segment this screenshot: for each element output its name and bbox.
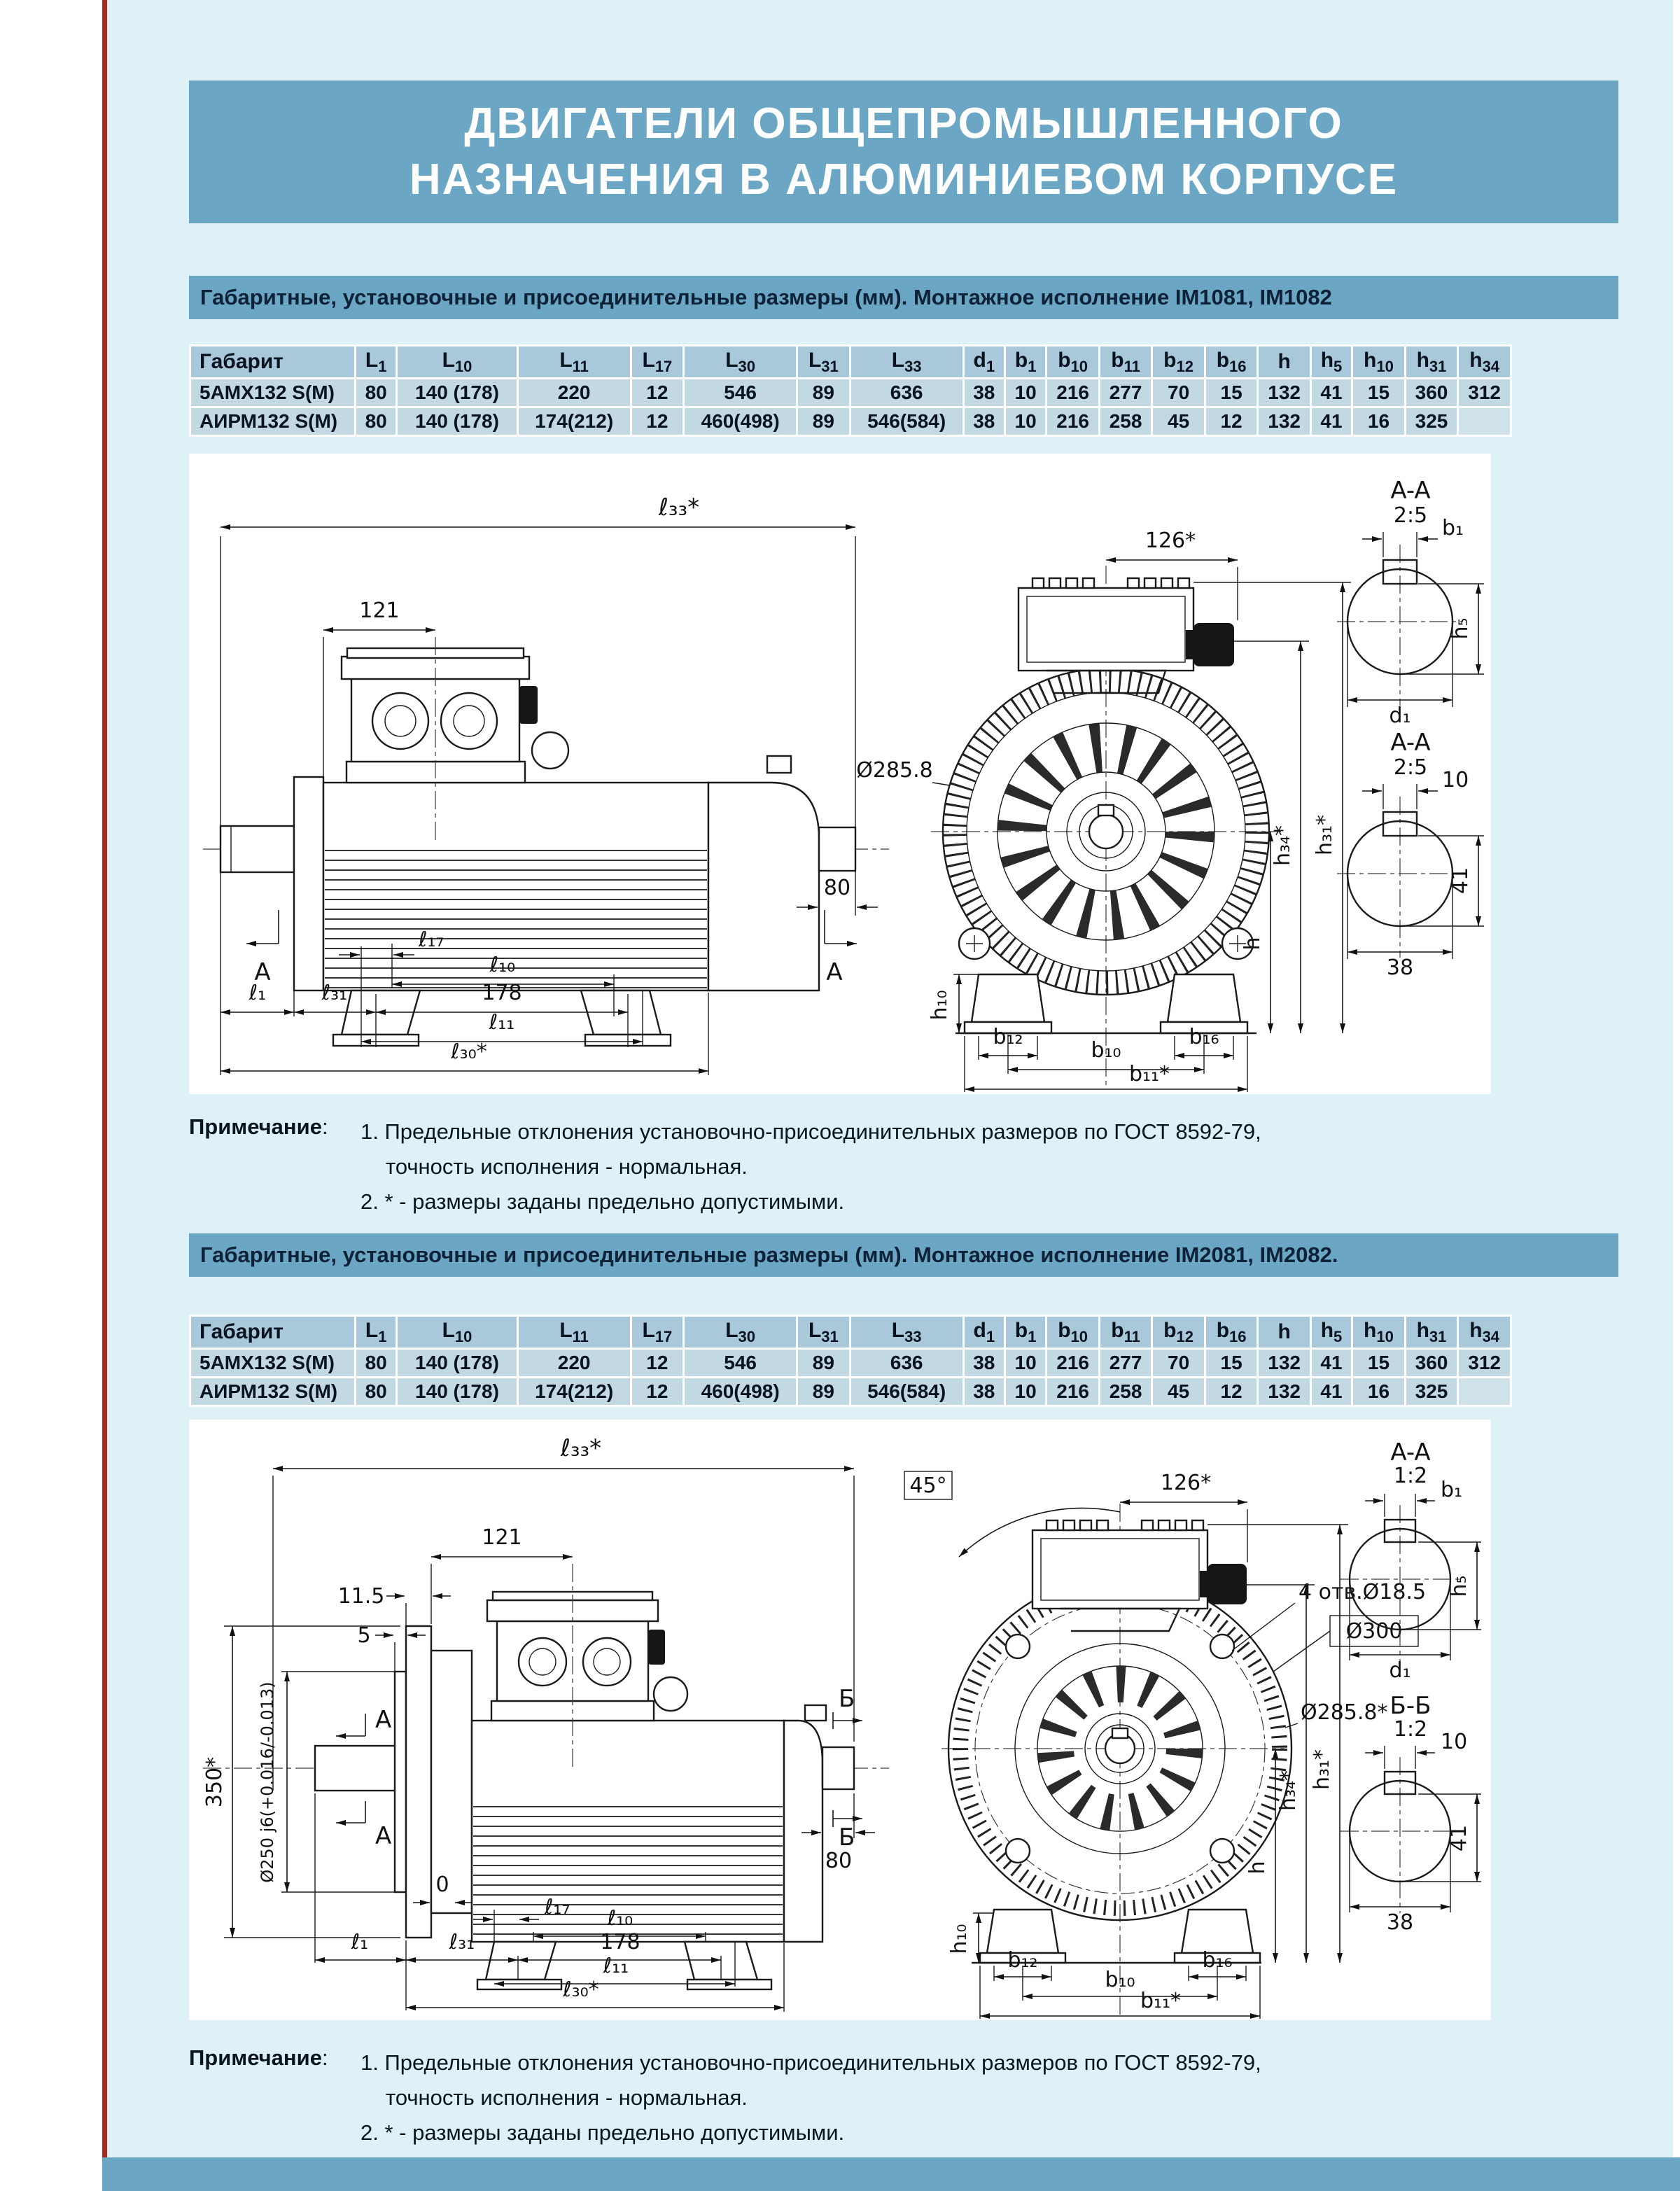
column-header: h: [1259, 346, 1309, 377]
dim-label-41: 41: [1448, 867, 1473, 895]
row-label: 5АМХ132 S(M): [191, 1350, 354, 1376]
dim-label-h31: h₃₁*: [1310, 1749, 1334, 1791]
section-a-a-top: [1337, 477, 1484, 728]
table-row: [191, 379, 1510, 406]
dim-label-b12: b₁₂: [1007, 1948, 1038, 1973]
dim-label-10: 10: [1441, 1730, 1468, 1754]
drawing-panel-im2081: [189, 1420, 1491, 2020]
dimension-cell: 38: [965, 379, 1004, 406]
row-label: АИРМ132 S(M): [191, 1378, 354, 1405]
dimension-cell: 546(584): [851, 408, 962, 435]
section-mark-a: A: [826, 958, 843, 986]
dim-label-b11: b₁₁*: [1128, 1062, 1170, 1086]
dim-label-b16: b₁₆: [1202, 1948, 1233, 1973]
dim-label-b11: b₁₁*: [1140, 1989, 1182, 2013]
dimension-cell: 10: [1006, 1350, 1045, 1376]
column-header: $L_{10}$: [398, 346, 516, 377]
cable-gland: [1194, 623, 1234, 666]
row-label: АИРМ132 S(M): [191, 408, 354, 435]
dim-label-121: 121: [359, 598, 400, 623]
dimensions-table-im1081: [189, 344, 1512, 437]
column-header: $L_{11}$: [519, 1317, 630, 1348]
dimension-cell: 258: [1100, 408, 1151, 435]
dimension-cell: [1459, 408, 1510, 435]
column-header: $L_{11}$: [519, 346, 630, 377]
dimension-cell: 140 (178): [398, 1350, 516, 1376]
eyebolt: [654, 1677, 687, 1711]
dimension-cell: 89: [798, 408, 849, 435]
note-item: 1. Предельные отклонения установочно-присоединительных размеров по ГОСТ 8592-79,: [360, 2050, 1261, 2075]
dim-label-b10: b₁₀: [1105, 1968, 1135, 1992]
dimension-cell: 12: [632, 1378, 683, 1405]
drawing-im2081: [189, 1420, 1491, 2020]
foot: [1182, 1910, 1253, 1953]
cable-gland: [519, 686, 538, 724]
column-header: $L_1$: [356, 346, 396, 377]
column-header: $b_{12}$: [1153, 346, 1204, 377]
dimension-cell: 16: [1353, 1378, 1404, 1405]
section-b-b: [1340, 1692, 1481, 1935]
dim-label-b16: b₁₆: [1189, 1025, 1219, 1049]
dimension-cell: 15: [1206, 379, 1257, 406]
dimension-cell: 12: [632, 408, 683, 435]
dim-label-350: 350*: [202, 1756, 227, 1808]
terminal-box: [1018, 588, 1194, 671]
table-row: [191, 1350, 1510, 1376]
column-header: Габарит: [191, 1317, 354, 1348]
drawing-im1081: [189, 454, 1491, 1094]
foot: [972, 974, 1044, 1022]
dimension-cell: 546: [685, 1350, 796, 1376]
dim-label-126: 126*: [1144, 528, 1196, 553]
column-header: $b_{16}$: [1206, 346, 1257, 377]
dimension-cell: 89: [798, 379, 849, 406]
column-header: $L_{31}$: [798, 1317, 849, 1348]
column-header: $b_{16}$: [1206, 1317, 1257, 1348]
dimension-cell: 10: [1006, 379, 1045, 406]
dimension-cell: 38: [965, 408, 1004, 435]
note-item: 2. * - размеры заданы предельно допустимыми.: [360, 1189, 845, 1214]
dim-label-h34: h₃₄*: [1276, 1770, 1301, 1812]
foot: [1168, 974, 1240, 1022]
dimension-cell: 10: [1006, 1378, 1045, 1405]
dimension-cell: 636: [851, 1350, 962, 1376]
dimension-cell: 140 (178): [398, 379, 516, 406]
dim-label-l11: ℓ₁₁: [489, 1010, 515, 1035]
column-header: $L_{17}$: [632, 1317, 683, 1348]
dimension-cell: 80: [356, 1378, 396, 1405]
dimension-cell: 45: [1153, 408, 1204, 435]
note-item: точность исполнения - нормальная.: [386, 1154, 748, 1179]
dim-label-l10: ℓ₁₀: [489, 953, 516, 977]
dim-label-h5: h₅: [1448, 617, 1473, 640]
side-view: [203, 493, 889, 1075]
dim-label-holes: 4 отв.Ø18.5: [1298, 1580, 1427, 1604]
column-header: $h_5$: [1312, 1317, 1351, 1348]
section-header-im2081: [189, 1233, 1618, 1277]
dimension-cell: 546: [685, 379, 796, 406]
notes-label: Примечание:: [189, 2045, 328, 2070]
dimension-cell: 15: [1353, 1350, 1404, 1376]
column-header: $b_{12}$: [1153, 1317, 1204, 1348]
page-title: [189, 80, 1618, 223]
dim-label-dia250: Ø250 j6(+0.016/-0.013): [258, 1681, 277, 1883]
dimension-cell: 325: [1406, 408, 1457, 435]
cable-gland: [1208, 1564, 1247, 1604]
notes-body: [360, 2045, 1261, 2150]
dimension-cell: 460(498): [685, 408, 796, 435]
column-header: $L_1$: [356, 1317, 396, 1348]
column-header: $b_{11}$: [1100, 346, 1151, 377]
section-header-im1081: [189, 276, 1618, 319]
eyebolt: [532, 732, 568, 769]
dimension-cell: 80: [356, 379, 396, 406]
section-title: A-A: [1390, 1438, 1431, 1466]
dim-label-5: 5: [357, 1623, 371, 1648]
dimension-cell: 89: [798, 1350, 849, 1376]
dim-label-l30: ℓ₃₀*: [563, 1977, 599, 2002]
column-header: $L_{30}$: [685, 346, 796, 377]
dimension-cell: 277: [1100, 1350, 1151, 1376]
flange-hole: [1210, 1839, 1234, 1863]
dim-label-h: h: [1240, 937, 1265, 951]
dim-label-d1: d₁: [1389, 1658, 1411, 1683]
dimension-cell: 16: [1353, 408, 1404, 435]
column-header: $b_1$: [1006, 346, 1045, 377]
dimension-cell: [1459, 1378, 1510, 1405]
dim-label-l33: ℓ₃₃*: [658, 493, 700, 522]
drawing-panel-im1081: [189, 454, 1491, 1094]
dimension-cell: 140 (178): [398, 1378, 516, 1405]
dim-label-121: 121: [482, 1525, 522, 1550]
dim-label-dia2858: Ø285.8: [856, 758, 933, 783]
dim-label-dia300: Ø300: [1345, 1619, 1403, 1644]
dim-label-178: 178: [482, 981, 522, 1005]
dimension-cell: 216: [1047, 1378, 1098, 1405]
cable-gland: [648, 1630, 665, 1665]
side-view-flange: [202, 1434, 889, 2012]
note-item: точность исполнения - нормальная.: [386, 2085, 748, 2110]
dimension-cell: 325: [1406, 1378, 1457, 1405]
column-header: $b_1$: [1006, 1317, 1045, 1348]
dimension-cell: 132: [1259, 379, 1309, 406]
column-header: $h_{10}$: [1353, 346, 1404, 377]
column-header: Габарит: [191, 346, 354, 377]
dimension-cell: 12: [1206, 408, 1257, 435]
column-header: $L_{31}$: [798, 346, 849, 377]
dimension-cell: 636: [851, 379, 962, 406]
dimension-cell: 12: [632, 379, 683, 406]
dimension-cell: 41: [1312, 1350, 1351, 1376]
section-mark-a: A: [375, 1706, 392, 1734]
dim-label-45deg: 45°: [909, 1474, 947, 1498]
column-header: $h_{31}$: [1406, 1317, 1457, 1348]
section-mark-a: A: [254, 958, 271, 986]
dimension-cell: 220: [519, 1350, 630, 1376]
section-scale: 1:2: [1393, 1464, 1428, 1488]
foot: [486, 1942, 556, 1980]
dim-label-h5: h₅: [1447, 1575, 1471, 1597]
table-row: [191, 408, 1510, 435]
section-title: A-A: [1390, 477, 1431, 505]
dim-label-38: 38: [1386, 1910, 1414, 1935]
dim-label-178: 178: [600, 1930, 640, 1954]
dimension-cell: 38: [965, 1350, 1004, 1376]
dimension-cell: 174(212): [519, 408, 630, 435]
dimension-cell: 45: [1153, 1378, 1204, 1405]
table-row: [191, 1378, 1510, 1405]
dim-label-l31: ℓ₃₁: [449, 1930, 475, 1954]
page-title-line2: НАЗНАЧЕНИЯ В АЛЮМИНИЕВОМ КОРПУСЕ: [409, 155, 1399, 204]
dimension-cell: 80: [356, 408, 396, 435]
dim-label-b12: b₁₂: [993, 1025, 1023, 1049]
dim-label-h10: h₁₀: [947, 1924, 972, 1954]
dim-label-b1: b₁: [1442, 516, 1464, 540]
column-header: $h_{34}$: [1459, 1317, 1510, 1348]
flange-hole: [1006, 1839, 1030, 1863]
dimension-cell: 89: [798, 1378, 849, 1405]
section-header-text: Габаритные, установочные и присоединительные размеры (мм). Монтажное исполнение IM1081, IM1082: [200, 285, 1332, 309]
dimension-cell: 132: [1259, 1350, 1309, 1376]
section-scale: 2:5: [1393, 503, 1428, 528]
dimension-cell: 15: [1206, 1350, 1257, 1376]
note-item: 1. Предельные отклонения установочно-присоединительных размеров по ГОСТ 8592-79,: [360, 1119, 1261, 1144]
dimension-cell: 70: [1153, 379, 1204, 406]
page-title-line1: ДВИГАТЕЛИ ОБЩЕПРОМЫШЛЕННОГО: [464, 99, 1343, 148]
dimension-cell: 41: [1312, 1378, 1351, 1405]
dimension-cell: 140 (178): [398, 408, 516, 435]
front-view: [856, 528, 1351, 1092]
dimension-cell: 38: [965, 1378, 1004, 1405]
notes-2: [189, 2045, 1261, 2150]
dim-label-dia2858: Ø285.8*: [1301, 1700, 1388, 1725]
dimension-cell: 12: [632, 1350, 683, 1376]
dimension-cell: 546(584): [851, 1378, 962, 1405]
column-header: $h_{31}$: [1406, 346, 1457, 377]
column-header: $b_{10}$: [1047, 1317, 1098, 1348]
dimension-cell: 277: [1100, 379, 1151, 406]
dimension-cell: 132: [1259, 408, 1309, 435]
dim-label-b10: b₁₀: [1091, 1038, 1121, 1063]
dimension-cell: 80: [356, 1350, 396, 1376]
column-header: $L_{33}$: [851, 346, 962, 377]
dimension-cell: 132: [1259, 1378, 1309, 1405]
dim-label-l11: ℓ₁₁: [603, 1954, 629, 1978]
dimension-cell: 220: [519, 379, 630, 406]
column-header: $L_{30}$: [685, 1317, 796, 1348]
dim-label-l10: ℓ₁₀: [607, 1906, 634, 1931]
column-header: $h_5$: [1312, 346, 1351, 377]
dim-label-l33: ℓ₃₃*: [560, 1434, 602, 1462]
dimension-cell: 360: [1406, 1350, 1457, 1376]
dim-label-115: 11.5: [337, 1584, 385, 1609]
column-header: $b_{10}$: [1047, 346, 1098, 377]
dim-label-l17: ℓ₁₇: [545, 1895, 570, 1919]
dim-label-h: h: [1245, 1861, 1270, 1875]
section-title: A-A: [1390, 729, 1431, 757]
section-scale: 2:5: [1393, 755, 1428, 780]
dim-label-41: 41: [1447, 1824, 1471, 1852]
dim-label-l1: ℓ₁: [248, 981, 267, 1005]
column-header: $b_{11}$: [1100, 1317, 1151, 1348]
note-item: 2. * - размеры заданы предельно допустимыми.: [360, 2120, 845, 2145]
dimension-cell: 312: [1459, 1350, 1510, 1376]
dimension-cell: 70: [1153, 1350, 1204, 1376]
dim-label-80: 80: [823, 876, 851, 900]
dimension-cell: 174(212): [519, 1378, 630, 1405]
column-header: $L_{17}$: [632, 346, 683, 377]
row-label: 5АМХ132 S(M): [191, 379, 354, 406]
section-a-a-bottom: [1337, 729, 1484, 980]
column-header: $h_{34}$: [1459, 346, 1510, 377]
section-scale: 1:2: [1393, 1717, 1428, 1742]
dim-label-126: 126*: [1160, 1471, 1212, 1495]
notes-label: Примечание:: [189, 1114, 328, 1139]
dimension-cell: 15: [1353, 379, 1404, 406]
dimension-cell: 460(498): [685, 1378, 796, 1405]
dim-label-h34: h₃₄*: [1270, 825, 1295, 867]
dimension-cell: 216: [1047, 379, 1098, 406]
dimension-cell: 216: [1047, 1350, 1098, 1376]
column-header: h: [1259, 1317, 1309, 1348]
column-header: $L_{33}$: [851, 1317, 962, 1348]
dim-label-l30: ℓ₃₀*: [451, 1040, 487, 1064]
column-header: $h_{10}$: [1353, 1317, 1404, 1348]
section-mark-a: A: [375, 1822, 392, 1850]
dim-label-h10: h₁₀: [927, 990, 952, 1021]
dimension-cell: 10: [1006, 408, 1045, 435]
column-header: $L_{10}$: [398, 1317, 516, 1348]
left-red-rule: [102, 0, 107, 2191]
dimension-cell: 312: [1459, 379, 1510, 406]
dimensions-table-im2081: [189, 1315, 1512, 1407]
dim-label-80: 80: [825, 1849, 853, 1873]
column-header: $d_1$: [965, 346, 1004, 377]
foot: [987, 1910, 1058, 1953]
dimension-cell: 12: [1206, 1378, 1257, 1405]
notes-1: [189, 1114, 1261, 1219]
dim-label-d1: d₁: [1389, 704, 1411, 728]
section-mark-b: Б: [839, 1823, 855, 1851]
dimension-cell: 41: [1312, 379, 1351, 406]
section-mark-b: Б: [839, 1685, 855, 1713]
terminal-box: [1032, 1530, 1208, 1609]
dim-label-38: 38: [1386, 955, 1414, 980]
dim-label-l31: ℓ₃₁: [321, 981, 348, 1005]
notes-body: [360, 1114, 1261, 1219]
flange-hole: [1210, 1634, 1234, 1658]
dim-label-b1: b₁: [1441, 1478, 1463, 1502]
column-header: $d_1$: [965, 1317, 1004, 1348]
dimension-cell: 360: [1406, 379, 1457, 406]
section-title: Б-Б: [1390, 1692, 1432, 1720]
section-header-text: Габаритные, установочные и присоединительные размеры (мм). Монтажное исполнение IM2081, IM2082.: [200, 1242, 1338, 1267]
front-view-flange: [904, 1471, 1426, 2019]
dim-label-l1: ℓ₁: [351, 1930, 369, 1954]
footer-bar: [102, 2157, 1680, 2191]
dim-label-10: 10: [1442, 768, 1469, 792]
dimension-cell: 258: [1100, 1378, 1151, 1405]
flange: [406, 1626, 431, 1938]
dimension-cell: 41: [1312, 408, 1351, 435]
dim-label-l17: ℓ₁₇: [419, 927, 444, 952]
dim-label-h31: h₃₁*: [1312, 814, 1337, 856]
flange-hole: [1006, 1634, 1030, 1658]
dim-label-0: 0: [435, 1872, 449, 1897]
dimension-cell: 216: [1047, 408, 1098, 435]
